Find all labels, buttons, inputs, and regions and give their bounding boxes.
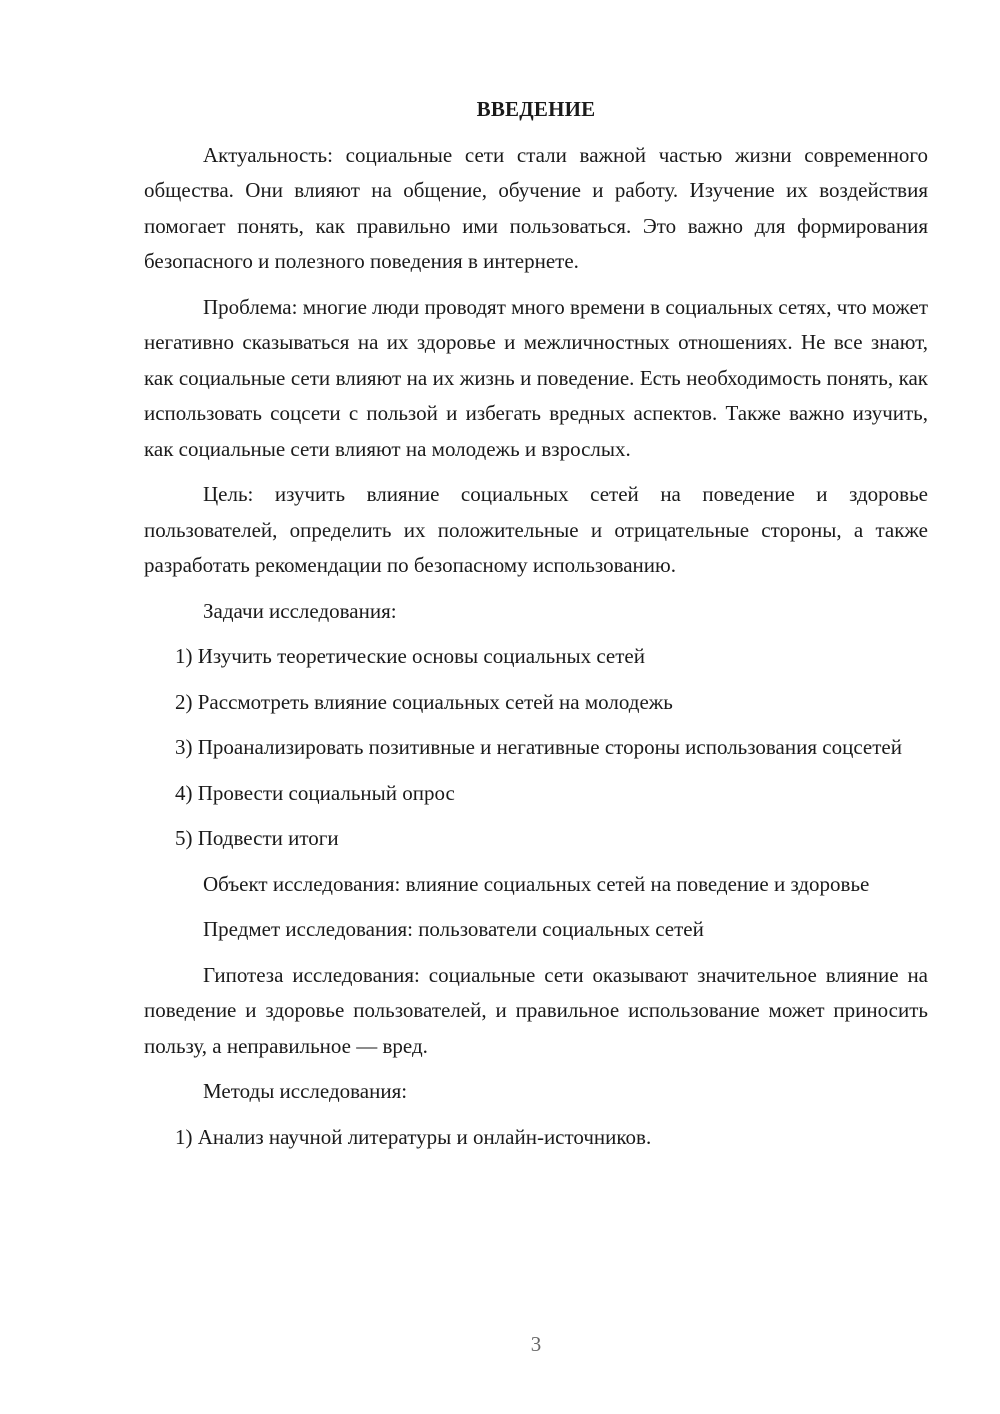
method-item-1: 1) Анализ научной литературы и онлайн-источников. [175,1124,652,1149]
page-title: ВВЕДЕНИЕ [476,97,596,121]
task-item-1: 1) Изучить теоретические основы социальных сетей [175,644,645,668]
page-body [144,92,928,1165]
page-number: 3 [530,1332,542,1356]
task-item-5: 5) Подвести итоги [175,826,339,850]
tasks-heading: Задачи исследования: [203,598,397,623]
subject-paragraph: Предмет исследования: пользователи социальных сетей [203,917,704,941]
goal-paragraph: Цель: изучить влияние социальных сетей на поведение и здоровье пользователей, определить их положительные и отрицательные стороны, а также разработать рекомендации по безопасному использованию. [144,482,928,577]
methods-heading: Методы исследования: [203,1079,408,1103]
task-item-4: 4) Провести социальный опрос [175,780,455,805]
relevance-paragraph: Актуальность: социальные сети стали важной частью жизни современного общества. Они влияют на общение, обучение и работу. Изучение их воздействия помогает понять, как правильно ими пользоваться. Это важно для формирования безопасного и полезного поведения в интернете. [144,142,928,273]
object-paragraph: Объект исследования: влияние социальных сетей на поведение и здоровье [203,871,870,896]
hypothesis-paragraph: Гипотеза исследования: социальные сети оказывают значительное влияние на поведение и здоровье пользователей, и правильное использование может приносить пользу, а неправильное — вред. [144,962,928,1058]
task-item-3: 3) Проанализировать позитивные и негативные стороны использования соцсетей [175,735,902,759]
problem-paragraph: Проблема: многие люди проводят много времени в социальных сетях, что может негативно сказываться на их здоровье и межличностных отношениях. Не все знают, как социальные сети влияют на их жизнь и поведение. Есть необходимость понять, как использовать соцсети с пользой и избегать вредных аспектов. Также важно изучить, как социальные сети влияют на молодежь и взрослых. [144,294,928,461]
task-item-2: 2) Рассмотреть влияние социальных сетей на молодежь [175,689,673,714]
